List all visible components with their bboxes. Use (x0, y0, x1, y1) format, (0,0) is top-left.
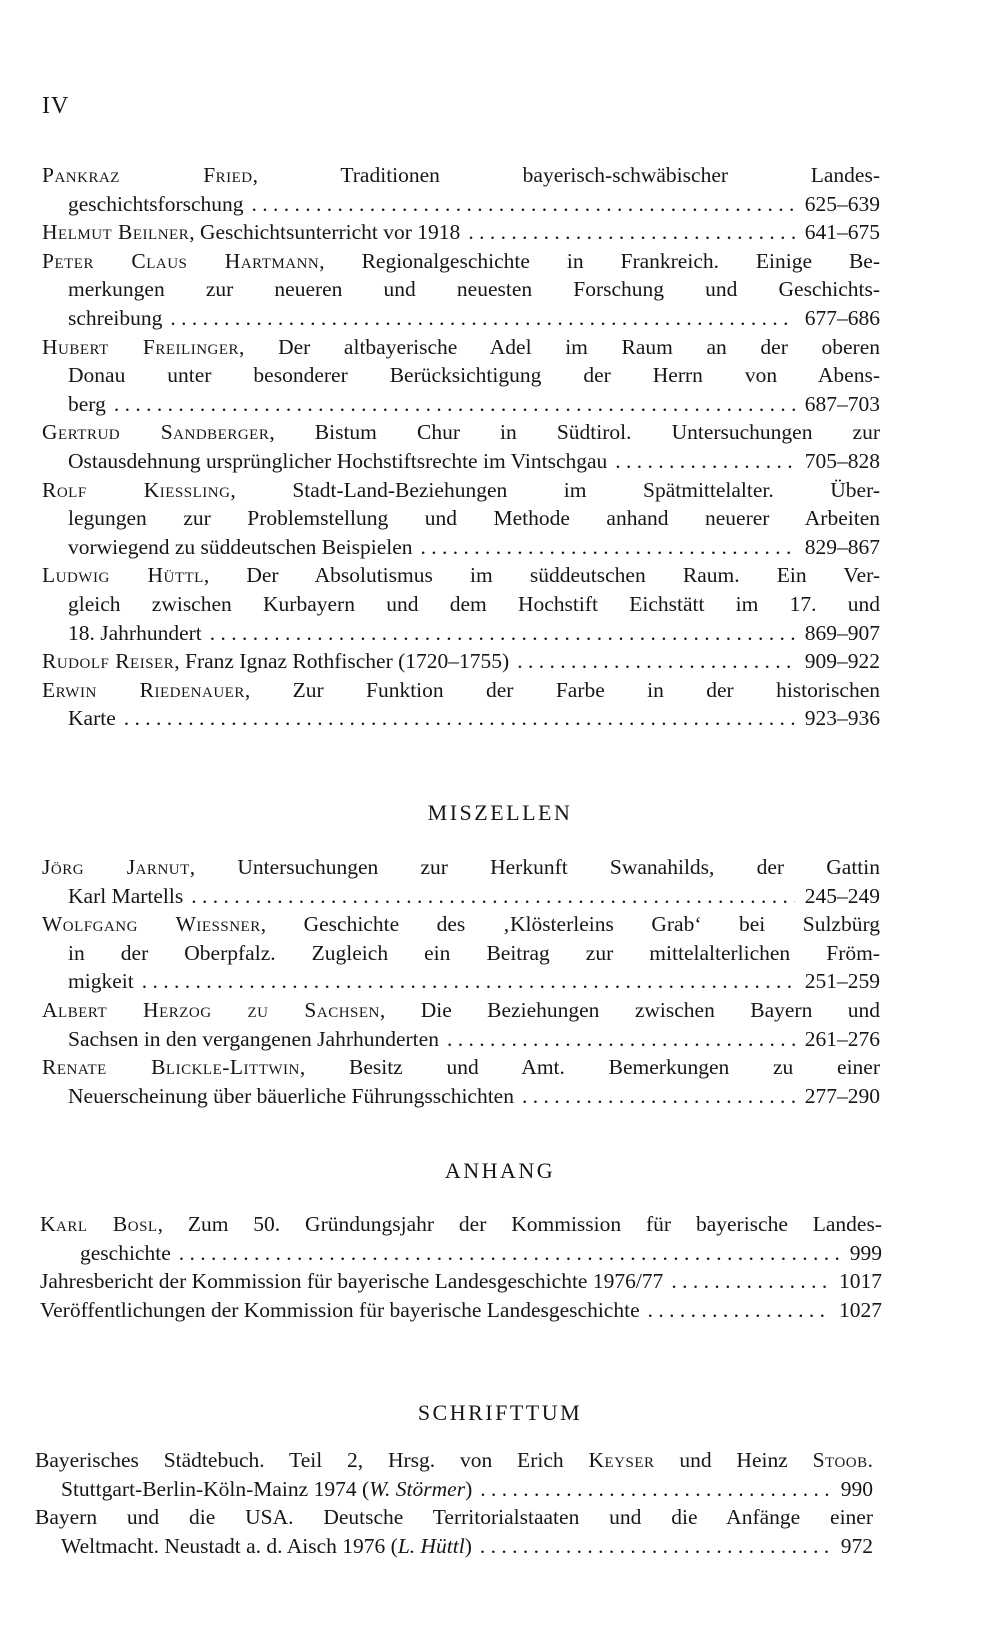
dot-leader (114, 390, 795, 419)
dot-leader (447, 1025, 795, 1054)
toc-entry: Hubert Freilinger, Der altbayerische Adel im Raum an der oberen Donau unter besonderer Berücksichtigung der Herrn von Abens- berg . . . 687–703 (42, 333, 880, 419)
author: Rudolf Reiser (42, 649, 175, 674)
toc-entry: Wolfgang Wiessner, Geschichte des ‚Klösterleins Grab‘ bei Sulzbürg in der Oberpfalz. Zugleich ein Beitrag zur mittelalterlichen Fröm- migkeit . . . 251–259 (42, 910, 880, 996)
title-line: Neuerscheinung über bäuerliche Führungsschichten (68, 1083, 514, 1108)
dot-leader (191, 882, 795, 911)
author: Jörg Jarnut (42, 855, 190, 879)
anhang-list (40, 1210, 882, 1324)
author: Rolf Kiessling (42, 477, 231, 502)
dot-leader (648, 1296, 829, 1325)
page-number-ref: 990 (840, 1476, 873, 1501)
schrifttum-section (0, 1400, 1000, 1426)
title-line: Karl Martells (68, 883, 184, 908)
title-line: schreibung (68, 305, 163, 330)
title-line: Zum 50. Gründungsjahr der Kommission für bayerische Landes- (187, 1212, 882, 1236)
editor-name: Keyser (588, 1448, 655, 1472)
reviewer-name: W. Störmer (369, 1476, 466, 1501)
title-line: geschichtsforschung (68, 191, 244, 216)
author: Renate Blickle-Littwin (42, 1055, 300, 1080)
citation-text: ) (464, 1533, 472, 1558)
section-heading: ANHANG (444, 1158, 556, 1183)
schrifttum-list (35, 1446, 873, 1560)
page-range: 261–276 (804, 1026, 880, 1051)
toc-entry: Erwin Riedenauer, Zur Funktion der Farbe in der historischen Karte . . . 923–936 (42, 676, 880, 733)
page-range: 677–686 (804, 305, 880, 330)
title-line: Bistum Chur in Südtirol. Untersuchungen zur (314, 420, 880, 445)
page-range: 869–907 (804, 620, 880, 645)
title-line: Franz Ignaz Rothfischer (1720–1755) (184, 649, 510, 674)
toc-entry: Ludwig Hüttl, Der Absolutismus im süddeutschen Raum. Ein Ver- gleich zwischen Kurbayern und dem Hochstift Eichstätt im 17. und 18. Jahrhundert . . . 869–907 (42, 561, 880, 647)
title-line: Traditionen bayerisch-schwäbischer Landes- (340, 163, 880, 187)
toc-entry (40, 1267, 882, 1296)
citation-text: Bayern und die USA. Deutsche Territorialstaaten und die Anfänge einer (35, 1505, 873, 1530)
dot-leader (468, 218, 794, 247)
toc-entry: Renate Blickle-Littwin, Besitz und Amt. Bemerkungen zu einer Neuerscheinung über bäuerliche Führungsschichten . . . 277–290 (42, 1053, 880, 1110)
title-line: Stadt-Land-Beziehungen im Spätmittelalter. Über- (292, 477, 880, 502)
author: Helmut Beilner (42, 220, 190, 245)
dot-leader (124, 704, 795, 733)
title-line: Karte (68, 706, 116, 731)
title-line: Besitz und Amt. Bemerkungen zu einer (348, 1055, 881, 1080)
title-line: Sachsen in den vergangenen Jahrhunderten (68, 1026, 439, 1051)
title-line: migkeit (68, 969, 134, 994)
toc-entry: Gertrud Sandberger, Bistum Chur in Südtirol. Untersuchungen zur Ostausdehnung ursprünglicher Hochstiftsrechte im Vintschgau . . . 705–828 (42, 418, 880, 475)
author: Hubert Freilinger (42, 334, 240, 359)
title-line: Der Absolutismus im süddeutschen Raum. Ein Ver- (246, 563, 880, 588)
page-range: 705–828 (804, 448, 880, 473)
title-line: gleich zwischen Kurbayern und dem Hochstift Eichstätt im 17. und (68, 591, 880, 616)
author: Albert Herzog zu Sachsen (42, 997, 380, 1022)
dot-leader (615, 447, 794, 476)
author: Gertrud Sandberger (42, 420, 270, 445)
title-line: Jahresbericht der Kommission für bayerische Landesgeschichte 1976/77 (40, 1269, 664, 1294)
citation-text: . (867, 1448, 873, 1472)
citation-text: Bayerisches Städtebuch. Teil 2, Hrsg. von Erich (35, 1448, 589, 1472)
title-line: Geschichte des ‚Klösterleins Grab‘ bei Sulzbürg (303, 912, 880, 937)
page-number-ref: 1017 (839, 1269, 882, 1294)
page-range: 277–290 (804, 1083, 880, 1108)
toc-entry (35, 1503, 873, 1560)
author: Erwin Riedenauer (42, 677, 245, 702)
editor-name: Stoob (812, 1448, 868, 1472)
author: Ludwig Hüttl (42, 563, 204, 588)
toc-entry: Pankraz Fried, Traditionen bayerisch-schwäbischer Landes- geschichtsforschung . . . 625–639 (42, 161, 880, 218)
page-range: 251–259 (804, 969, 880, 994)
title-line: Untersuchungen zur Herkunft Swanahilds, der Gattin (237, 855, 880, 879)
page-number-ref: 972 (840, 1533, 873, 1558)
author: Karl Bosl (40, 1212, 158, 1236)
page-number-ref: 999 (849, 1240, 882, 1265)
miszellen-section (0, 800, 1000, 826)
citation-text: Stuttgart-Berlin-Köln-Mainz 1974 ( (61, 1476, 370, 1501)
title-line: Der altbayerische Adel im Raum an der oberen (278, 334, 881, 359)
citation-text: und Heinz (654, 1448, 813, 1472)
title-line: vorwiegend zu süddeutschen Beispielen (68, 534, 413, 559)
toc-entry (40, 1296, 882, 1325)
title-line: Die Beziehungen zwischen Bayern und (420, 997, 881, 1022)
dot-leader (671, 1267, 829, 1296)
section-heading: SCHRIFTTUM (417, 1400, 583, 1425)
page-range: 625–639 (804, 191, 880, 216)
citation-text: Weltmacht. Neustadt a. d. Aisch 1976 ( (61, 1533, 398, 1558)
author: Pankraz Fried (42, 163, 253, 187)
toc-entry (35, 1446, 873, 1503)
page-range: 245–249 (804, 883, 880, 908)
title-line: 18. Jahrhundert (68, 620, 202, 645)
dot-leader (210, 619, 795, 648)
page-number-ref: 1027 (839, 1297, 882, 1322)
dot-leader (421, 533, 795, 562)
title-line: in der Oberpfalz. Zugleich ein Beitrag zur mittelalterlichen Fröm- (68, 940, 880, 965)
section-heading: MISZELLEN (427, 800, 573, 825)
page-range: 829–867 (804, 534, 880, 559)
dot-leader (252, 190, 795, 219)
title-line: Veröffentlichungen der Kommission für bayerische Landesgeschichte (40, 1297, 640, 1322)
dot-leader (142, 967, 795, 996)
reviewer-name: L. Hüttl (397, 1533, 465, 1558)
dot-leader (480, 1532, 831, 1561)
toc-entry: Albert Herzog zu Sachsen, Die Beziehungen zwischen Bayern und Sachsen in den vergangenen Jahrhunderten . . . 261–276 (42, 996, 880, 1053)
citation-text: ) (465, 1476, 473, 1501)
title-line: berg (68, 391, 106, 416)
title-line: legungen zur Problemstellung und Methode anhand neuerer Arbeiten (68, 506, 880, 531)
title-line: geschichte (80, 1240, 171, 1265)
author: Wolfgang Wiessner (42, 912, 261, 937)
dot-leader (179, 1239, 840, 1268)
title-line: merkungen zur neueren und neuesten Forschung und Geschichts- (68, 277, 880, 302)
author: Peter Claus Hartmann (42, 248, 320, 273)
page-range: 923–936 (804, 706, 880, 731)
dot-leader (517, 647, 795, 676)
toc-entry: Rudolf Reiser, Franz Ignaz Rothfischer (1720–1755) . . . 909–922 (42, 647, 880, 676)
toc-entry: Peter Claus Hartmann, Regionalgeschichte in Frankreich. Einige Be- merkungen zur neueren und neuesten Forschung und Geschichts- schreibung . . . 677–686 (42, 247, 880, 333)
title-line: Geschichtsunterricht vor 1918 (199, 220, 461, 245)
title-line: Donau unter besonderer Berücksichtigung der Herrn von Abens- (68, 363, 880, 388)
page-range: 641–675 (804, 220, 880, 245)
dot-leader (522, 1082, 795, 1111)
page-range: 909–922 (804, 649, 880, 674)
dot-leader (480, 1475, 831, 1504)
miszellen-list (42, 853, 880, 1110)
title-line: Regionalgeschichte in Frankreich. Einige Be- (361, 248, 880, 273)
toc-entry: Jörg Jarnut, Untersuchungen zur Herkunft Swanahilds, der Gattin Karl Martells . . . 245–249 (42, 853, 880, 910)
title-line: Ostausdehnung ursprünglicher Hochstiftsrechte im Vintschgau (68, 448, 608, 473)
dot-leader (170, 304, 794, 333)
toc-entry: Helmut Beilner, Geschichtsunterricht vor 1918 . . . 641–675 (42, 218, 880, 247)
anhang-section (0, 1158, 1000, 1184)
title-line: Zur Funktion der Farbe in der historischen (292, 677, 880, 702)
article-list (42, 161, 880, 733)
page-number: IV (42, 93, 70, 119)
toc-entry: Karl Bosl, Zum 50. Gründungsjahr der Kommission für bayerische Landes- geschichte . . . 999 (40, 1210, 882, 1267)
page-range: 687–703 (804, 391, 880, 416)
toc-entry: Rolf Kiessling, Stadt-Land-Beziehungen im Spätmittelalter. Über- legungen zur Problemstellung und Methode anhand neuerer Arbeiten vorwiegend zu süddeutschen Beispielen . . . 829–867 (42, 476, 880, 562)
